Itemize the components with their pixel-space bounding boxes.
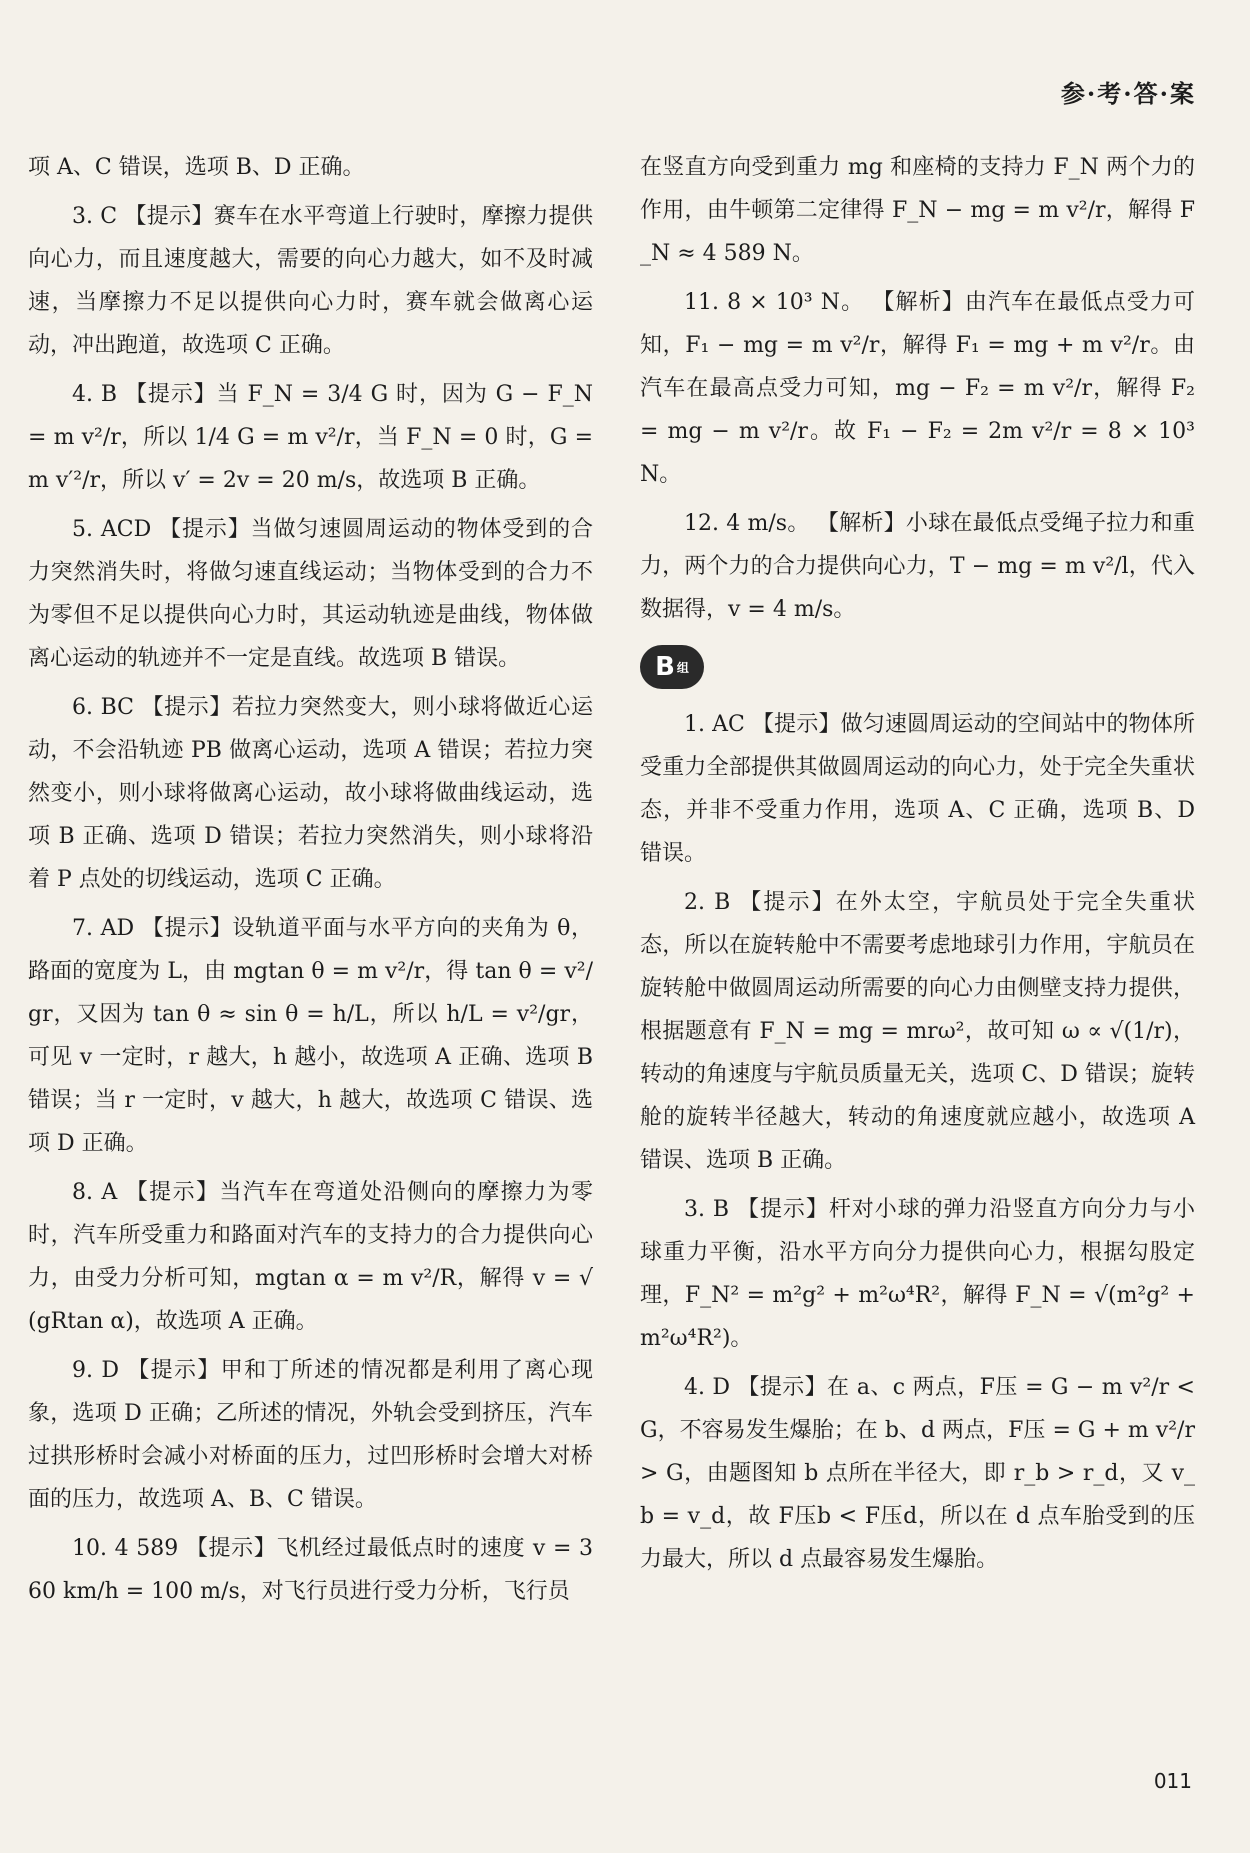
answer-paragraph: 项 A、C 错误，选项 B、D 正确。 bbox=[28, 155, 365, 180]
answer-paragraph: 11. 8 × 10³ N。 【解析】由汽车在最低点受力可知，F₁ − mg = m v²/r，解得 F₁ = mg + m v²/r。由汽车在最高点受力可知，mg − F₂ = m v²/r，解得 F₂ = mg − m v²/r。故 F₁ − F₂ = 2m v²/r = 8 × 10³ N。 bbox=[640, 290, 1195, 487]
answer-paragraph: 3. B 【提示】杆对小球的弹力沿竖直方向分力与小球重力平衡，沿水平方向分力提供向心力，根据勾股定理，F_N² = m²g² + m²ω⁴R²，解得 F_N = √(m²g² + m²ω⁴R²)。 bbox=[640, 1197, 1195, 1351]
answer-paragraph: 5. ACD 【提示】当做匀速圆周运动的物体受到的合力突然消失时，将做匀速直线运动；当物体受到的合力不为零但不足以提供向心力时，其运动轨迹是曲线，物体做离心运动的轨迹并不一定是直线。故选项 B 错误。 bbox=[28, 517, 593, 671]
answer-paragraph: 2. B 【提示】在外太空，宇航员处于完全失重状态，所以在旋转舱中不需要考虑地球引力作用，宇航员在旋转舱中做圆周运动所需要的向心力由侧壁支持力提供，根据题意有 F_N = mg = mrω²，故可知 ω ∝ √(1/r)，转动的角速度与宇航员质量无关，选项 C、D 错误；旋转舱的旋转半径越大，转动的角速度就应越小，故选项 A 错误、选项 B 正确。 bbox=[640, 890, 1195, 1173]
page-number: 011 bbox=[1153, 1769, 1192, 1793]
left-column bbox=[28, 146, 593, 1619]
answer-paragraph: 9. D 【提示】甲和丁所述的情况都是利用了离心现象，选项 D 正确；乙所述的情况，外轨会受到挤压，汽车过拱形桥时会减小对桥面的压力，过凹形桥时会增大对桥面的压力，故选项 A、B、C 错误。 bbox=[28, 1358, 593, 1512]
answer-paragraph: 8. A 【提示】当汽车在弯道处沿侧向的摩擦力为零时，汽车所受重力和路面对汽车的支持力的合力提供向心力，由受力分析可知，mgtan α = m v²/R，解得 v = √(gRtan α)，故选项 A 正确。 bbox=[28, 1180, 593, 1334]
answer-paragraph: 10. 4 589 【提示】飞机经过最低点时的速度 v = 360 km/h = 100 m/s，对飞行员进行受力分析，飞行员 bbox=[28, 1536, 593, 1604]
group-b-badge bbox=[640, 645, 704, 689]
right-column bbox=[640, 146, 1195, 1587]
answer-paragraph: 4. D 【提示】在 a、c 两点，F压 = G − m v²/r < G，不容易发生爆胎；在 b、d 两点，F压 = G + m v²/r > G，由题图知 b 点所在半径大，即 r_b > r_d，又 v_b = v_d，故 F压b < F压d，所以在 d 点车胎受到的压力最大，所以 d 点最容易发生爆胎。 bbox=[640, 1375, 1195, 1572]
answer-paragraph: 在竖直方向受到重力 mg 和座椅的支持力 F_N 两个力的作用，由牛顿第二定律得 F_N − mg = m v²/r，解得 F_N ≈ 4 589 N。 bbox=[640, 155, 1195, 266]
answer-paragraph: 4. B 【提示】当 F_N = 3/4 G 时，因为 G − F_N = m v²/r，所以 1/4 G = m v²/r，当 F_N = 0 时，G = m v′²/r，所以 v′ = 2v = 20 m/s，故选项 B 正确。 bbox=[28, 382, 593, 493]
header-title: 参·考·答·案 bbox=[1060, 79, 1196, 108]
answer-paragraph: 3. C 【提示】赛车在水平弯道上行驶时，摩擦力提供向心力，而且速度越大，需要的向心力越大，如不及时减速，当摩擦力不足以提供向心力时，赛车就会做离心运动，冲出跑道，故选项 C 正确。 bbox=[28, 204, 593, 358]
answer-paragraph: 1. AC 【提示】做匀速圆周运动的空间站中的物体所受重力全部提供其做圆周运动的向心力，处于完全失重状态，并非不受重力作用，选项 A、C 正确，选项 B、D 错误。 bbox=[640, 712, 1195, 866]
answer-paragraph: 12. 4 m/s。 【解析】小球在最低点受绳子拉力和重力，两个力的合力提供向心力，T − mg = m v²/l，代入数据得，v = 4 m/s。 bbox=[640, 511, 1195, 622]
answer-paragraph: 6. BC 【提示】若拉力突然变大，则小球将做近心运动，不会沿轨迹 PB 做离心运动，选项 A 错误；若拉力突然变小，则小球将做离心运动，故小球将做曲线运动，选项 B 正确、选项 D 错误；若拉力突然消失，则小球将沿着 P 点处的切线运动，选项 C 正确。 bbox=[28, 695, 593, 892]
answer-paragraph: 7. AD 【提示】设轨道平面与水平方向的夹角为 θ，路面的宽度为 L，由 mgtan θ = m v²/r，得 tan θ = v²/gr，又因为 tan θ ≈ sin θ = h/L，所以 h/L = v²/gr，可见 v 一定时，r 越大，h 越小，故选项 A 正确、选项 B 错误；当 r 一定时，v 越大，h 越大，故选项 C 错误、选项 D 正确。 bbox=[28, 916, 593, 1156]
group-badge-letter: B bbox=[655, 652, 675, 682]
group-badge-sub: 组 bbox=[676, 660, 689, 675]
